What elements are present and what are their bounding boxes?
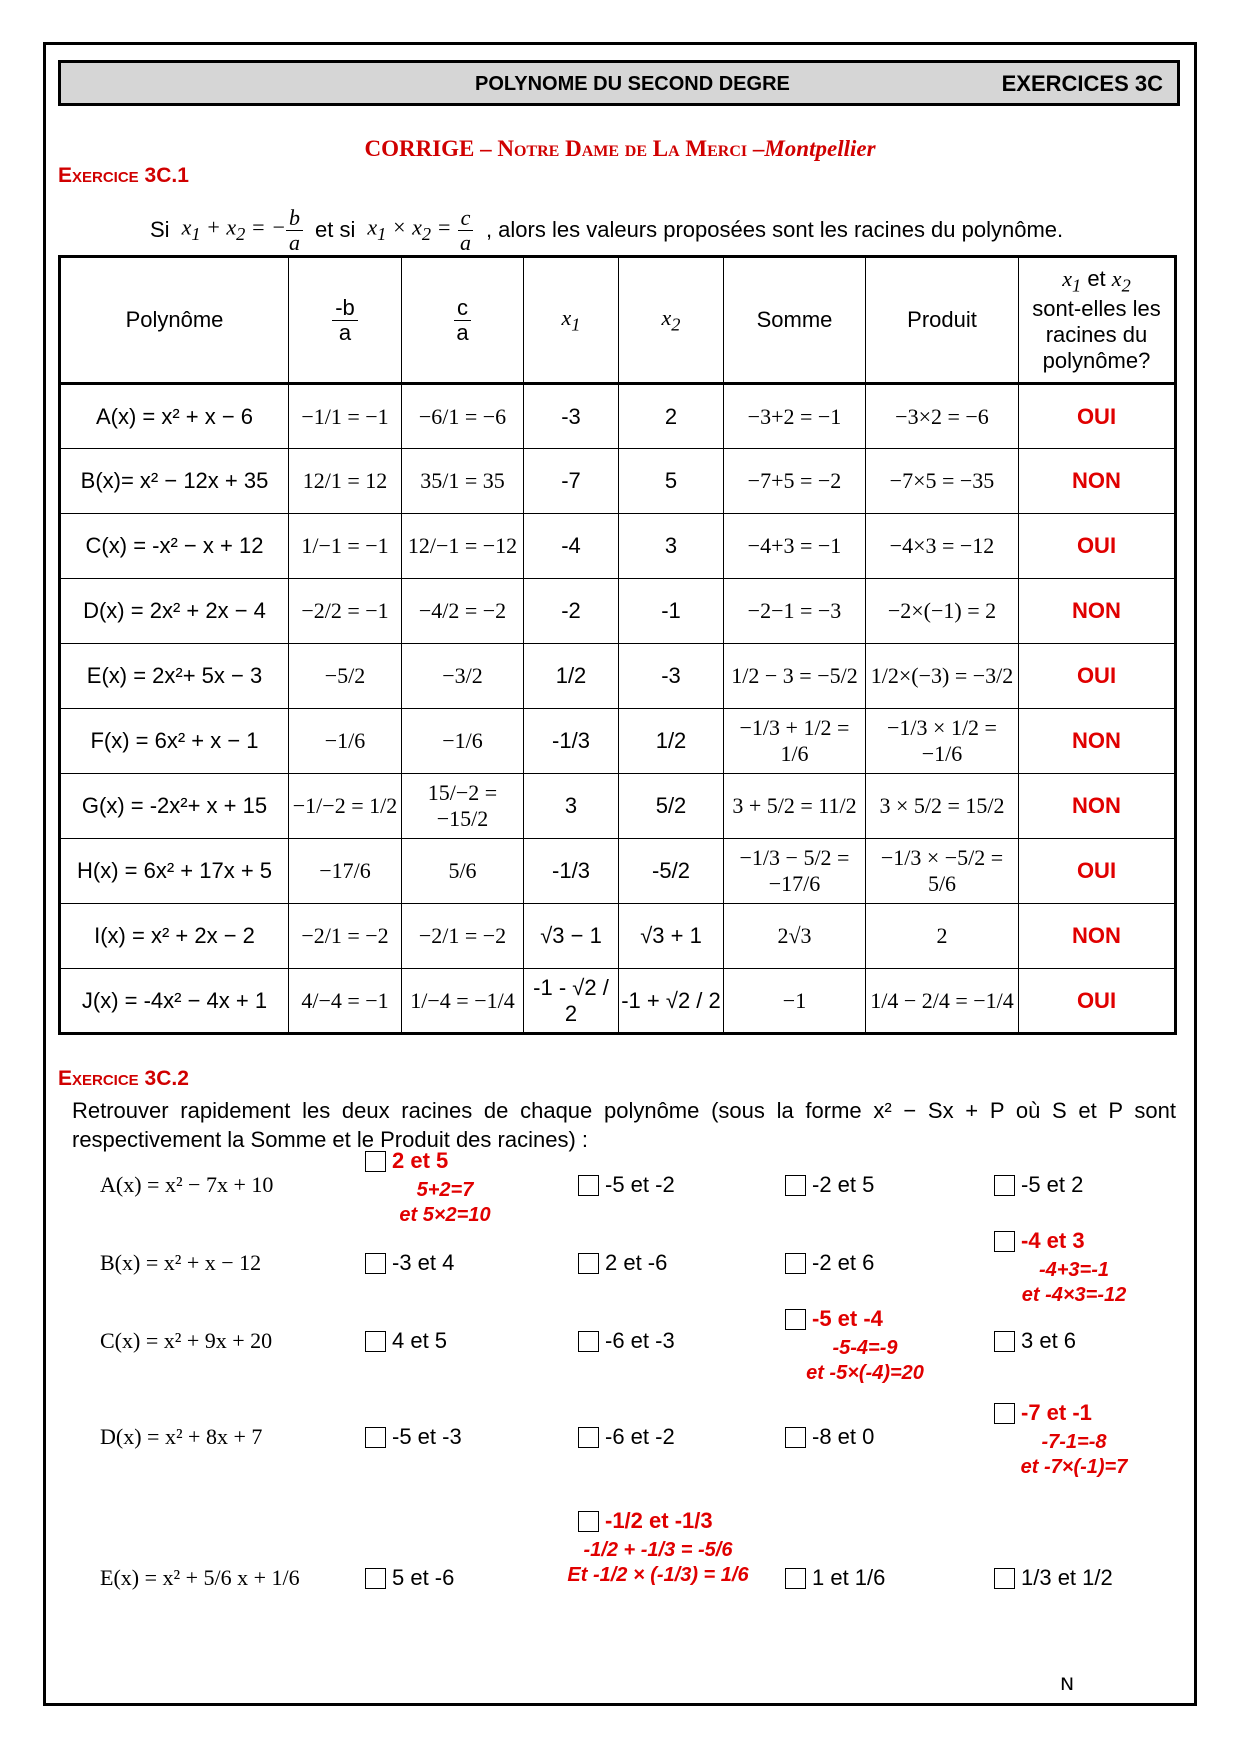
option-e-4[interactable] xyxy=(994,1565,1113,1591)
sum-formula: $x_1 + x_2$ = − $\frac{b}{a}$ xyxy=(182,206,303,253)
page-header xyxy=(58,60,1180,106)
col-header-polynome: Polynôme xyxy=(60,257,289,384)
cell-x1: √3 − 1 xyxy=(524,904,619,969)
corrige-title xyxy=(0,136,1240,162)
answer-note-c xyxy=(765,1336,965,1386)
table-row xyxy=(60,904,1176,969)
checkbox[interactable] xyxy=(994,1568,1015,1589)
checkbox[interactable] xyxy=(994,1403,1015,1424)
checkbox[interactable] xyxy=(994,1175,1015,1196)
cell-c-over-a: −3/2 xyxy=(402,644,524,709)
option-label: -2 et 6 xyxy=(812,1250,875,1275)
option-label: 1 et 1/6 xyxy=(812,1565,886,1590)
option-e-1[interactable] xyxy=(365,1565,454,1591)
cell-answer: NON xyxy=(1019,774,1176,839)
checkbox[interactable] xyxy=(365,1331,386,1352)
checkbox[interactable] xyxy=(994,1331,1015,1352)
exercise-1-title: Exercice 3C.1 xyxy=(58,164,189,187)
checkbox[interactable] xyxy=(785,1568,806,1589)
cell-answer: NON xyxy=(1019,709,1176,774)
polynome-b: B(x) = x² + x − 12 xyxy=(100,1250,262,1275)
cell-polynome: I(x) = x² + 2x − 2 xyxy=(60,904,289,969)
option-d-3[interactable] xyxy=(785,1424,874,1450)
answer-note-a xyxy=(345,1178,545,1228)
cell-c-over-a: −1/6 xyxy=(402,709,524,774)
checkbox[interactable] xyxy=(365,1427,386,1448)
checkbox[interactable] xyxy=(578,1511,599,1532)
cell-x2: 5/2 xyxy=(619,774,724,839)
table-row xyxy=(60,709,1176,774)
note-line: et 5×2=10 xyxy=(399,1204,491,1226)
corrige-school: – Notre Dame de La Merci – xyxy=(474,136,765,161)
cell-polynome: J(x) = -4x² − 4x + 1 xyxy=(60,969,289,1034)
option-a-4[interactable] xyxy=(994,1172,1083,1198)
option-e-2[interactable] xyxy=(578,1508,713,1534)
checkbox[interactable] xyxy=(785,1253,806,1274)
cell-produit: 3 × 5/2 = 15/2 xyxy=(866,774,1019,839)
cell-somme: −7+5 = −2 xyxy=(724,449,866,514)
cell-produit: 2 xyxy=(866,904,1019,969)
cell-x1: -7 xyxy=(524,449,619,514)
cell-produit: −1/3 × 1/2 = −1/6 xyxy=(866,709,1019,774)
cell-somme: −1/3 + 1/2 = 1/6 xyxy=(724,709,866,774)
checkbox[interactable] xyxy=(785,1309,806,1330)
col-header-somme: Somme xyxy=(724,257,866,384)
col-header-minus-b-over-a: $\frac{-b}{a}$ xyxy=(289,257,402,384)
cell-somme: −4+3 = −1 xyxy=(724,514,866,579)
polynome-d: D(x) = x² + 8x + 7 xyxy=(100,1424,263,1449)
option-label: -8 et 0 xyxy=(812,1424,875,1449)
cell-x1: -1/3 xyxy=(524,839,619,904)
note-line: -7-1=-8 xyxy=(1041,1431,1107,1453)
note-line: et -5×(-4)=20 xyxy=(806,1362,924,1384)
note-line: 5+2=7 xyxy=(416,1179,474,1201)
cell-x2: 5 xyxy=(619,449,724,514)
polynome-c: C(x) = x² + 9x + 20 xyxy=(100,1328,273,1353)
cell-produit: 1/2×(−3) = −3/2 xyxy=(866,644,1019,709)
cell-answer: OUI xyxy=(1019,969,1176,1034)
col-header-x2: $x_2$ xyxy=(619,257,724,384)
table-row xyxy=(60,449,1176,514)
col-header-question: $x_1$ et $x_2$ sont-elles les racines du polynôme? xyxy=(1019,257,1176,384)
checkbox[interactable] xyxy=(365,1253,386,1274)
product-formula: $x_1 \times x_2$ = $\frac{c}{a}$ xyxy=(367,206,474,253)
option-e-3[interactable] xyxy=(785,1565,885,1591)
table-row xyxy=(60,774,1176,839)
cell-minus-b-over-a: −5/2 xyxy=(289,644,402,709)
cell-answer: OUI xyxy=(1019,514,1176,579)
cell-x2: -1 + √2 / 2 xyxy=(619,969,724,1034)
note-line: -4+3=-1 xyxy=(1038,1259,1110,1281)
option-label: -5 et 2 xyxy=(1021,1172,1084,1197)
option-label: -6 et -2 xyxy=(605,1424,675,1449)
polynome-e: E(x) = x² + 5/6 x + 1/6 xyxy=(100,1565,300,1590)
cell-x2: -3 xyxy=(619,644,724,709)
option-a-2[interactable] xyxy=(578,1172,675,1198)
note-line: et -7×(-1)=7 xyxy=(1020,1456,1128,1478)
cell-answer: OUI xyxy=(1019,384,1176,449)
cell-x2: √3 + 1 xyxy=(619,904,724,969)
cell-c-over-a: −6/1 = −6 xyxy=(402,384,524,449)
option-d-4[interactable] xyxy=(994,1400,1092,1426)
cell-x1: 3 xyxy=(524,774,619,839)
checkbox[interactable] xyxy=(994,1231,1015,1252)
cell-x2: -5/2 xyxy=(619,839,724,904)
cell-x1: -4 xyxy=(524,514,619,579)
polynome-a: A(x) = x² − 7x + 10 xyxy=(100,1172,274,1197)
exercise-2-title: Exercice 3C.2 xyxy=(58,1067,189,1090)
option-label: -3 et 4 xyxy=(392,1250,455,1275)
option-label: 5 et -6 xyxy=(392,1565,455,1590)
cell-minus-b-over-a: −17/6 xyxy=(289,839,402,904)
cell-x2: 2 xyxy=(619,384,724,449)
cell-answer: NON xyxy=(1019,579,1176,644)
cell-answer: OUI xyxy=(1019,839,1176,904)
cell-polynome: H(x) = 6x² + 17x + 5 xyxy=(60,839,289,904)
cell-polynome: F(x) = 6x² + x − 1 xyxy=(60,709,289,774)
option-c-4[interactable] xyxy=(994,1328,1076,1354)
cell-polynome: C(x) = -x² − x + 12 xyxy=(60,514,289,579)
option-c-2[interactable] xyxy=(578,1328,675,1354)
answer-note-e xyxy=(558,1538,758,1588)
page-curl-mark: ᴺ xyxy=(1060,1673,1075,1708)
intro-end: , alors les valeurs proposées sont les racines du polynôme. xyxy=(485,217,1064,242)
option-d-2[interactable] xyxy=(578,1424,675,1450)
table-row xyxy=(60,839,1176,904)
cell-polynome: E(x) = 2x²+ 5x − 3 xyxy=(60,644,289,709)
cell-somme: −1/3 − 5/2 = −17/6 xyxy=(724,839,866,904)
col-header-produit: Produit xyxy=(866,257,1019,384)
checkbox[interactable] xyxy=(578,1427,599,1448)
cell-c-over-a: −4/2 = −2 xyxy=(402,579,524,644)
option-label: -4 et 3 xyxy=(1021,1228,1085,1253)
cell-x1: -1 - √2 / 2 xyxy=(524,969,619,1034)
checkbox[interactable] xyxy=(578,1331,599,1352)
checkbox[interactable] xyxy=(365,1568,386,1589)
option-d-1[interactable] xyxy=(365,1424,462,1450)
cell-produit: −7×5 = −35 xyxy=(866,449,1019,514)
cell-produit: 1/4 − 2/4 = −1/4 xyxy=(866,969,1019,1034)
option-a-3[interactable] xyxy=(785,1172,874,1198)
checkbox[interactable] xyxy=(578,1253,599,1274)
option-b-2[interactable] xyxy=(578,1250,667,1276)
cell-x1: -1/3 xyxy=(524,709,619,774)
note-line: et -4×3=-12 xyxy=(1021,1284,1127,1306)
exercise-2-instruction: Retrouver rapidement les deux racines de chaque polynôme (sous la forme x² − Sx + P où S et P sont respectivement la Somme et le Produit des racines) : xyxy=(72,1098,1176,1152)
option-label: -5 et -2 xyxy=(605,1172,675,1197)
option-c-1[interactable] xyxy=(365,1328,447,1354)
checkbox[interactable] xyxy=(785,1175,806,1196)
option-label: -1/2 et -1/3 xyxy=(605,1508,713,1533)
cell-produit: −1/3 × −5/2 = 5/6 xyxy=(866,839,1019,904)
checkbox[interactable] xyxy=(365,1151,386,1172)
cell-c-over-a: 15/−2 = −15/2 xyxy=(402,774,524,839)
option-label: 2 et 5 xyxy=(392,1148,449,1173)
cell-answer: NON xyxy=(1019,904,1176,969)
checkbox[interactable] xyxy=(785,1427,806,1448)
table-row xyxy=(60,644,1176,709)
option-label: -2 et 5 xyxy=(812,1172,875,1197)
option-b-4[interactable] xyxy=(994,1228,1085,1254)
cell-x1: -2 xyxy=(524,579,619,644)
option-label: -6 et -3 xyxy=(605,1328,675,1353)
cell-answer: NON xyxy=(1019,449,1176,514)
cell-c-over-a: 12/−1 = −12 xyxy=(402,514,524,579)
cell-minus-b-over-a: 12/1 = 12 xyxy=(289,449,402,514)
cell-minus-b-over-a: 1/−1 = −1 xyxy=(289,514,402,579)
roots-table xyxy=(58,255,1177,1035)
cell-x2: 3 xyxy=(619,514,724,579)
option-label: 2 et -6 xyxy=(605,1250,668,1275)
col-header-c-over-a: $\frac{c}{a}$ xyxy=(402,257,524,384)
note-line: Et -1/2 × (-1/3) = 1/6 xyxy=(567,1564,749,1586)
cell-x1: -3 xyxy=(524,384,619,449)
col-header-x1: $x_1$ xyxy=(524,257,619,384)
cell-polynome: D(x) = 2x² + 2x − 4 xyxy=(60,579,289,644)
cell-x2: 1/2 xyxy=(619,709,724,774)
cell-minus-b-over-a: 4/−4 = −1 xyxy=(289,969,402,1034)
cell-c-over-a: −2/1 = −2 xyxy=(402,904,524,969)
cell-somme: 1/2 − 3 = −5/2 xyxy=(724,644,866,709)
header-title: POLYNOME DU SECOND DEGRE xyxy=(475,73,790,95)
cell-produit: −2×(−1) = 2 xyxy=(866,579,1019,644)
table-header-row xyxy=(60,257,1176,384)
cell-somme: −3+2 = −1 xyxy=(724,384,866,449)
cell-x1: 1/2 xyxy=(524,644,619,709)
cell-somme: 2√3 xyxy=(724,904,866,969)
cell-somme: −2−1 = −3 xyxy=(724,579,866,644)
option-a-1[interactable] xyxy=(365,1148,448,1174)
option-label: 1/3 et 1/2 xyxy=(1021,1565,1113,1590)
cell-somme: 3 + 5/2 = 11/2 xyxy=(724,774,866,839)
cell-minus-b-over-a: −1/1 = −1 xyxy=(289,384,402,449)
header-exercises: EXERCICES 3C xyxy=(1001,71,1163,96)
cell-minus-b-over-a: −2/1 = −2 xyxy=(289,904,402,969)
option-c-3[interactable] xyxy=(785,1306,883,1332)
option-label: -5 et -3 xyxy=(392,1424,462,1449)
table-row xyxy=(60,969,1176,1034)
exercise-1-intro xyxy=(150,200,1063,260)
corrige-city: Montpellier xyxy=(764,136,876,161)
option-label: -7 et -1 xyxy=(1021,1400,1092,1425)
note-line: -5-4=-9 xyxy=(832,1337,898,1359)
option-label: 3 et 6 xyxy=(1021,1328,1077,1353)
cell-c-over-a: 5/6 xyxy=(402,839,524,904)
table-row xyxy=(60,579,1176,644)
cell-minus-b-over-a: −2/2 = −1 xyxy=(289,579,402,644)
cell-polynome: A(x) = x² + x − 6 xyxy=(60,384,289,449)
intro-si: Si xyxy=(150,217,170,242)
cell-produit: −3×2 = −6 xyxy=(866,384,1019,449)
cell-polynome: B(x)= x² − 12x + 35 xyxy=(60,449,289,514)
cell-minus-b-over-a: −1/6 xyxy=(289,709,402,774)
cell-polynome: G(x) = -2x²+ x + 15 xyxy=(60,774,289,839)
corrige-main: CORRIGE xyxy=(364,136,475,161)
option-b-3[interactable] xyxy=(785,1250,874,1276)
cell-minus-b-over-a: −1/−2 = 1/2 xyxy=(289,774,402,839)
answer-note-b xyxy=(974,1258,1174,1308)
note-line: -1/2 + -1/3 = -5/6 xyxy=(583,1539,733,1561)
option-b-1[interactable] xyxy=(365,1250,454,1276)
checkbox[interactable] xyxy=(578,1175,599,1196)
cell-x2: -1 xyxy=(619,579,724,644)
cell-c-over-a: 35/1 = 35 xyxy=(402,449,524,514)
answer-note-d xyxy=(974,1430,1174,1480)
table-row xyxy=(60,514,1176,579)
cell-answer: OUI xyxy=(1019,644,1176,709)
cell-c-over-a: 1/−4 = −1/4 xyxy=(402,969,524,1034)
option-label: 4 et 5 xyxy=(392,1328,448,1353)
table-row xyxy=(60,384,1176,449)
intro-et-si: et si xyxy=(315,217,356,242)
cell-produit: −4×3 = −12 xyxy=(866,514,1019,579)
option-label: -5 et -4 xyxy=(812,1306,883,1331)
cell-somme: −1 xyxy=(724,969,866,1034)
